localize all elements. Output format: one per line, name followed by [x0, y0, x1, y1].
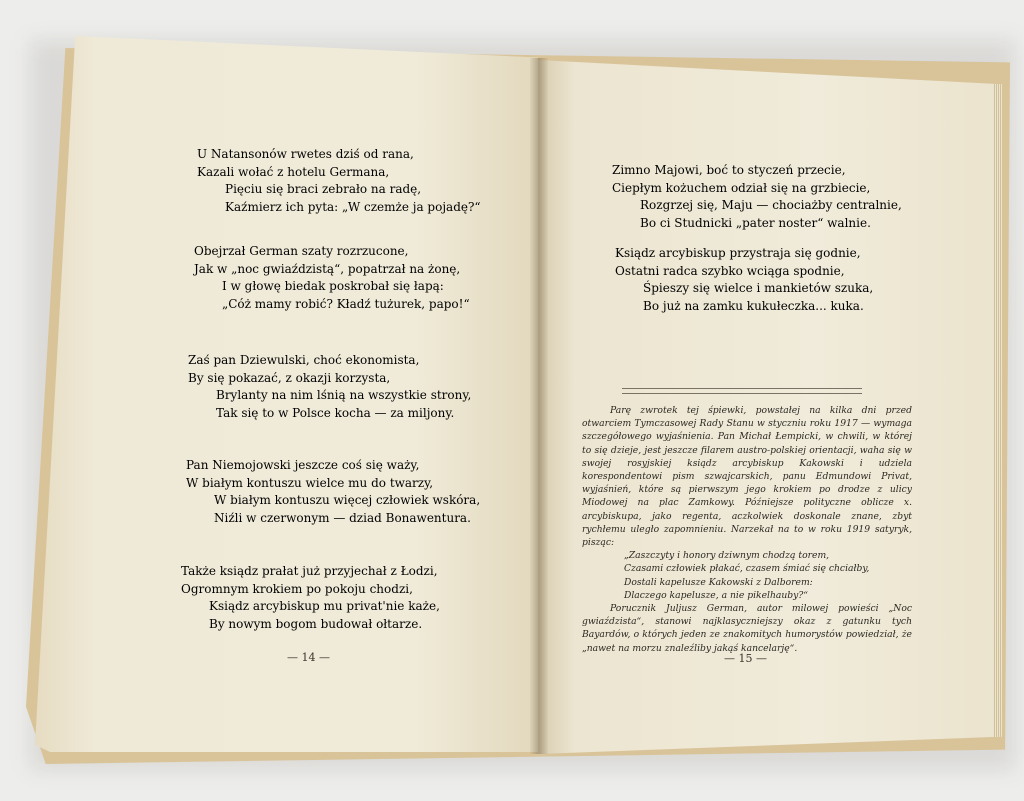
- footnote-paragraph-2: Porucznik Juljusz German, autor milowej powieści „Noc gwiaździsta“, stanowi najklasyczniejszy okaz z gatunku tych Bayardów, o których jeden ze znakomitych humorystów powiedział, że „nawet na morzu znaleźliby jakąś kancelarję“.: [582, 603, 912, 654]
- left-stanza-4: Pan Niemojowski jeszcze coś się waży, W białym kontuszu wielce mu do twarzy, W białym kontuszu więcej człowiek wskóra, Niźli w czerwonym — dziad Bonawentura.: [186, 458, 481, 525]
- double-rule-divider: [622, 388, 862, 394]
- right-stanza-2: Ksiądz arcybiskup przystraja się godnie, Ostatni radca szybko wciąga spodnie, Śpieszy się wielce i mankietów szuka, Bo już na zamku kukułeczka... kuka.: [615, 246, 874, 313]
- footnote-block: [582, 404, 912, 655]
- left-page-number: — 14 —: [287, 651, 330, 664]
- left-stanza-3: Zaś pan Dziewulski, choć ekonomista, By się pokazać, z okazji korzysta, Brylanty na nim lśnią na wszystkie strony, Tak się to w Polsce kocha — za miljony.: [188, 353, 472, 420]
- quote-line-2: Czasami człowiek płakać, czasem śmiać się chciałby,: [624, 563, 870, 575]
- right-page-number: — 15 —: [724, 652, 767, 665]
- footnote-paragraph-1: Parę zwrotek tej śpiewki, powstałej na kilka dni przed otwarciem Tymczasowej Rady Stanu w styczniu roku 1917 — wymaga szczegółowego wyjaśnienia. Pan Michał Łempicki, w chwili, w której to się dzieje, jest jeszcze filarem austro-polskiej orientacji, waha się w swojej rosyjskiej ksiądz arcybiskup Kakowski i udziela korespondentowi pism szwajcarskich, panu Edmundowi Privat, wyjaśnień, które są pierwszym jego krokiem po drodze z ulicy Miodowej na plac Zamkowy. Późniejsze polityczne oblicze x. arcybiskupa, jako regenta, aczkolwiek doskonale znane, zbyt rychłemu uległo zapomnieniu. Narzekał na to w roku 1919 satyryk, pisząc:: [582, 405, 912, 549]
- left-stanza-2: Obejrzał German szaty rozrzucone, Jak w „noc gwiaździstą“, popatrzał na żonę, I w głowę biedak poskrobał się łapą: „Cóż mamy robić? Kładź tużurek, papo!“: [194, 244, 470, 311]
- left-stanza-5: Także ksiądz prałat już przyjechał z Łodzi, Ogromnym krokiem po pokoju chodzi, Ksiądz arcybiskup mu privat'nie każe, By nowym bogom budował ołtarze.: [181, 564, 440, 631]
- quote-line-3: Dostali kapelusze Kakowski z Dalborem:: [624, 576, 813, 588]
- left-stanza-1: U Natansonów rwetes dziś od rana, Kazali wołać z hotelu Germana, Pięciu się braci zebrało na radę, Kaźmierz ich pyta: „W czemże ja pojadę?“: [197, 147, 481, 214]
- book-gutter: [530, 58, 548, 754]
- quote-line-1: „Zaszczyty i honory dziwnym chodzą torem,: [624, 550, 830, 562]
- quote-line-4: Dlaczego kapelusze, a nie pikelhauby?“: [624, 589, 808, 601]
- right-stanza-1: Zimno Majowi, boć to styczeń przecie, Ciepłym kożuchem odział się na grzbiecie, Rozgrzej się, Maju — chociażby centralnie, Bo ci Studnicki „pater noster“ walnie.: [612, 163, 902, 230]
